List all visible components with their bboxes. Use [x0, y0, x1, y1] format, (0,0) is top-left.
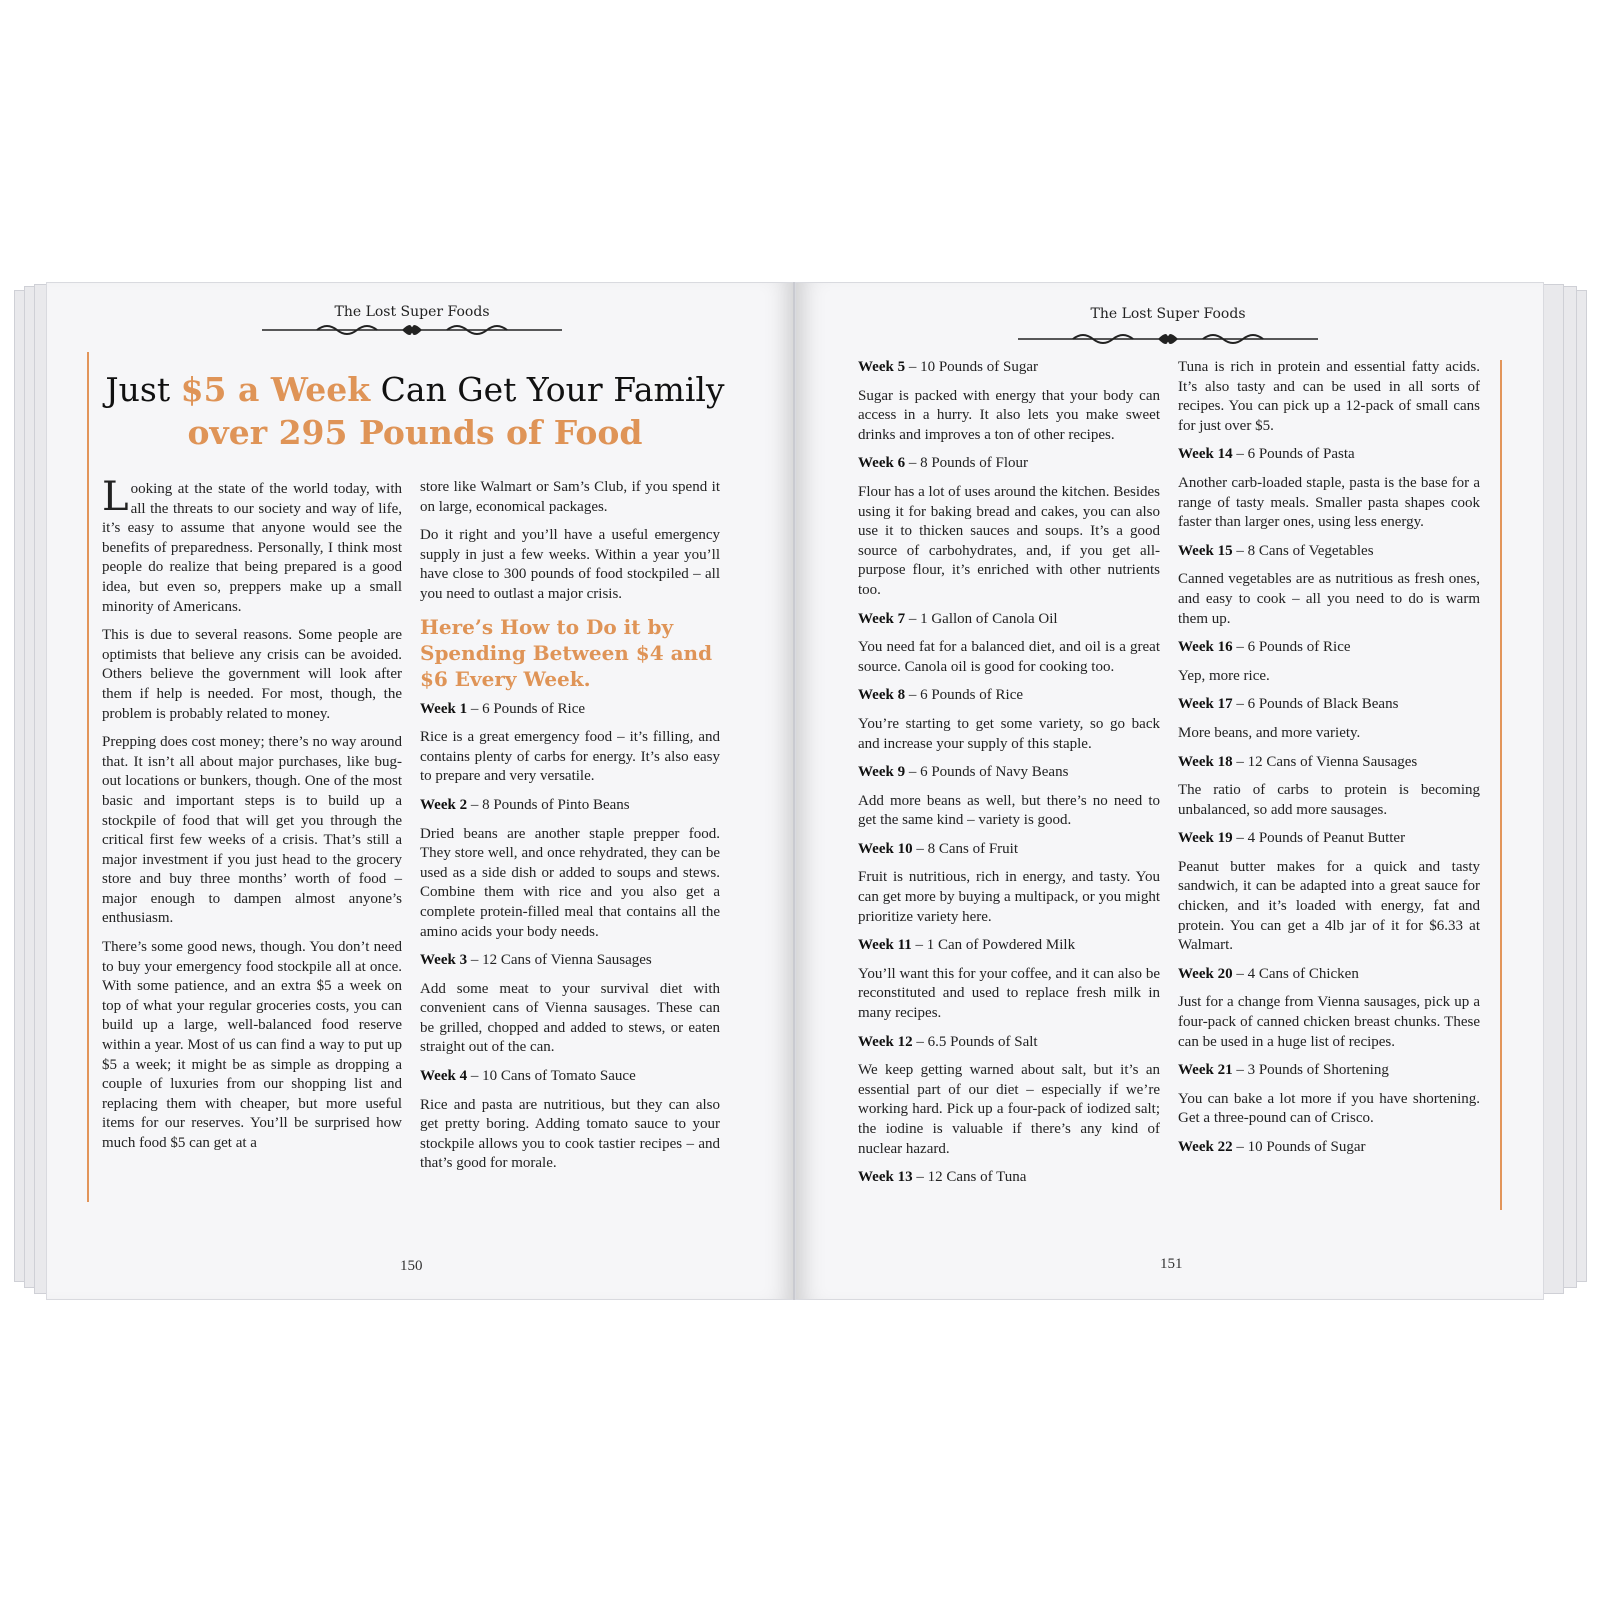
- week-item: Week 7 – 1 Gallon of Canola Oil: [858, 610, 1058, 627]
- week-description: The ratio of carbs to protein is becoming unbalanced, so add more sausages.: [1178, 782, 1480, 818]
- week-description: You need fat for a balanced diet, and oil is a great source. Canola oil is good for cooking too.: [858, 639, 1160, 675]
- week-item: Week 10 – 8 Cans of Fruit: [858, 840, 1019, 857]
- week-item: Week 11 – 1 Can of Powdered Milk: [858, 937, 1076, 954]
- week-item: Week 21 – 3 Pounds of Shortening: [1178, 1062, 1389, 1079]
- week-item: Week 5 – 10 Pounds of Sugar: [858, 359, 1039, 375]
- running-head-right: The Lost Super Foods: [1090, 306, 1246, 322]
- week-item: Week 3 – 12 Cans of Vienna Sausages: [420, 952, 652, 969]
- week-list-left: [420, 700, 720, 1174]
- week-description: You’ll want this for your coffee, and it can also be reconstituted and used to replace fresh milk in many recipes.: [858, 965, 1160, 1022]
- page-number-right: 151: [1160, 1256, 1183, 1272]
- week-description: Add some meat to your survival diet with convenient cans of Vienna sausages. These can be grilled, chopped and added to stews, or eaten straight out of the can.: [420, 980, 720, 1056]
- week-item: Week 6 – 8 Pounds of Flour: [858, 455, 1029, 472]
- paragraph: Prepping does cost money; there’s no way around that. It isn’t all about major purchases, like bug-out locations or bunkers, though. One of the most basic and important steps is to build up a stockpile of food that will get you through the critical first few weeks of a crisis. That’s still a major investment if you just head to the grocery store and buy three months’ worth of food – major enough to dampen almost anyone’s enthusiasm.: [102, 734, 402, 927]
- week-description: Peanut butter makes for a quick and tasty sandwich, it can be adapted into a great sauce for chicken, and it’s loaded with energy, fat and protein. You can get a 4lb jar of it for $6.33 at Walmart.: [1178, 858, 1480, 954]
- week-description: We keep getting warned about salt, but it’s an essential part of our diet – especially if we’re working hard. Pick up a four-pack of iodized salt; the iodine is valuable if there’s any kind of nuclear hazard.: [858, 1062, 1160, 1157]
- drop-cap: L: [102, 474, 129, 520]
- page-number-left: 150: [400, 1258, 423, 1274]
- right-column-2: [1178, 358, 1480, 1167]
- week-item: Week 12 – 6.5 Pounds of Salt: [858, 1033, 1038, 1050]
- week-item: Week 15 – 8 Cans of Vegetables: [1178, 542, 1374, 559]
- headline-line-1: Just $5 a Week Can Get Your Family: [105, 370, 725, 409]
- page-headline: [90, 368, 740, 454]
- week-item: Week 19 – 4 Pounds of Peanut Butter: [1178, 830, 1406, 847]
- right-margin-rule: [1500, 360, 1502, 1210]
- week-description: More beans, and more variety.: [1178, 724, 1361, 741]
- week-description: Add more beans as well, but there’s no need to get the same kind – variety is good.: [858, 792, 1160, 829]
- week-description: Fruit is nutritious, rich in energy, and tasty. You can get more by buying a multipack, or you might prioritize variety here.: [858, 869, 1160, 925]
- week-description: Rice and pasta are nutritious, but they can also get pretty boring. Adding tomato sauce to your stockpile allows you to cook tastier recipes – and that’s good for morale.: [420, 1096, 720, 1172]
- intro-paragraph: Looking at the state of the world today, with all the threats to our society and way of life, it’s easy to assume that anyone would see the benefits of preparedness. Personally, I think most people do realize that being prepared is a good idea, but even so, preppers make up a small minority of Americans.: [102, 474, 402, 615]
- week-item: Week 20 – 4 Cans of Chicken: [1178, 965, 1359, 982]
- left-margin-rule: [87, 352, 89, 1202]
- week-item: Week 2 – 8 Pounds of Pinto Beans: [420, 796, 630, 813]
- week-item: Week 1 – 6 Pounds of Rice: [420, 700, 586, 717]
- week-description: Flour has a lot of uses around the kitchen. Besides using it for baking bread and cakes, you can also use it to thicken sauces and soups. It’s a good source of carbohydrates, and, if you get all-purpose flour, it’s enriched with other nutrients too.: [858, 483, 1160, 598]
- week-item: Week 16 – 6 Pounds of Rice: [1178, 639, 1351, 656]
- headline-line-2: over 295 Pounds of Food: [187, 413, 643, 452]
- running-head-left: The Lost Super Foods: [334, 304, 490, 320]
- week-description: Another carb-loaded staple, pasta is the base for a range of tasty meals. Smaller pasta shapes cook faster than larger ones, using less energy.: [1178, 474, 1480, 531]
- week-item: Week 4 – 10 Cans of Tomato Sauce: [420, 1068, 636, 1085]
- week-description: You can bake a lot more if you have shortening. Get a three-pound can of Crisco.: [1178, 1090, 1480, 1127]
- week-item: Week 13 – 12 Cans of Tuna: [858, 1169, 1027, 1186]
- left-column-2: [420, 478, 720, 1183]
- paragraph: store like Walmart or Sam’s Club, if you spend it on large, economical packages.: [420, 479, 720, 515]
- week-description: Canned vegetables are as nutritious as fresh ones, and easy to cook – all you need to do is warm them up.: [1178, 571, 1480, 627]
- week-item: Week 17 – 6 Pounds of Black Beans: [1178, 696, 1399, 713]
- week-description: Dried beans are another staple prepper food. They store well, and once rehydrated, they can be used as a side dish or added to soups and stews. Combine them with rice and you also get a complete protein-filled meal that contains all the amino acids your body needs.: [420, 825, 720, 940]
- paragraph: There’s some good news, though. You don’t need to buy your emergency food stockpile all at once. With some patience, and an extra $5 a week on top of what your regular groceries costs, you can build up a large, well-balanced food reserve within a year. Most of us can find a way to put up $5 a week; it might be as simple as dropping a couple of luxuries from our shopping list and replacing them with cheaper, but more useful items for our reserves. You’ll be surprised how much food $5 can get at a: [102, 939, 402, 1151]
- paragraph: Tuna is rich in protein and essential fatty acids. It’s also tasty and can be used in all sorts of recipes. You can pick up a 12-pack of small cans for just over $5.: [1178, 359, 1480, 434]
- week-item: Week 14 – 6 Pounds of Pasta: [1178, 446, 1355, 463]
- week-description: Yep, more rice.: [1178, 667, 1270, 684]
- week-description: Just for a change from Vienna sausages, pick up a four-pack of canned chicken breast chunks. These can be used in a huge list of recipes.: [1178, 994, 1480, 1050]
- left-column-1: [102, 474, 402, 1163]
- week-item: Week 8 – 6 Pounds of Rice: [858, 687, 1024, 704]
- week-description: Rice is a great emergency food – it’s filling, and contains plenty of carbs for energy. It’s also easy to prepare and very versatile.: [420, 729, 720, 785]
- right-column-1: [858, 358, 1160, 1197]
- week-description: Sugar is packed with energy that your body can access in a hurry. It also lets you make sweet drinks and improves a ton of other recipes.: [858, 387, 1160, 443]
- week-item: Week 22 – 10 Pounds of Sugar: [1178, 1139, 1366, 1155]
- ornament-flourish-right: [1018, 331, 1318, 347]
- ornament-flourish-left: [262, 322, 562, 338]
- week-item: Week 18 – 12 Cans of Vienna Sausages: [1178, 753, 1418, 770]
- week-description: You’re starting to get some variety, so go back and increase your supply of this staple.: [858, 715, 1160, 752]
- week-item: Week 9 – 6 Pounds of Navy Beans: [858, 764, 1069, 781]
- section-subhead: Here’s How to Do it by Spending Between $4 and $6 Every Week.: [420, 614, 713, 691]
- paragraph: This is due to several reasons. Some people are optimists that believe any crisis can be avoided. Others believe the government will look after them if help is needed. For most, though, the problem is probably related to money.: [102, 627, 402, 722]
- paragraph: Do it right and you’ll have a useful emergency supply in just a few weeks. Within a year you’ll have close to 300 pounds of food stockpiled – all you need to outlast a major crisis.: [420, 527, 720, 602]
